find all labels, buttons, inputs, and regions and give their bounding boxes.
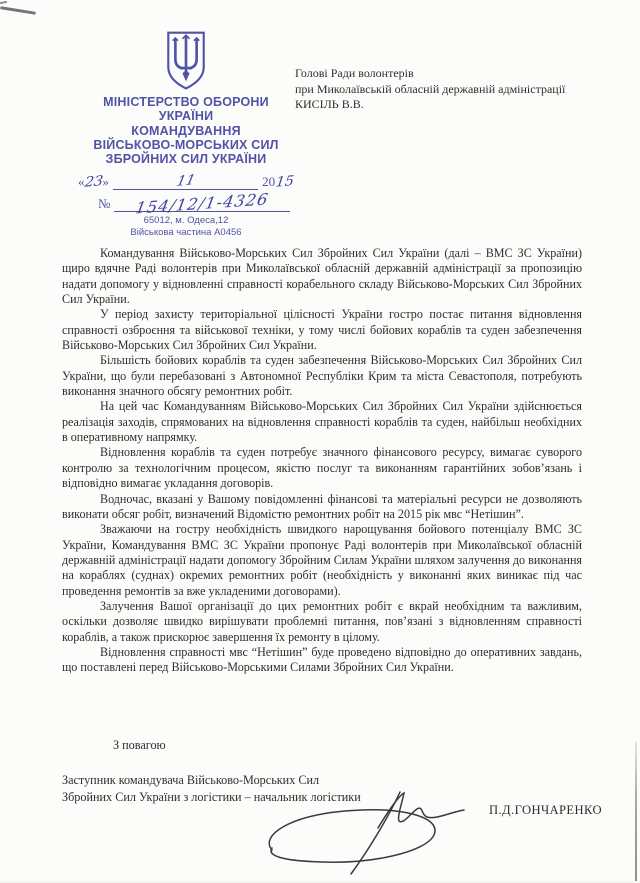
org-line: ВІЙСЬКОВО-МОРСЬКИХ СИЛ [93, 137, 279, 152]
ukraine-trident-icon [159, 30, 213, 92]
scan-edge-shadow [635, 742, 637, 881]
org-line: УКРАЇНИ [158, 109, 214, 124]
number-line [114, 189, 290, 219]
org-line: ЗБРОЙНИХ СИЛ УКРАЇНИ [105, 152, 267, 167]
handwritten-day: 23 [83, 173, 104, 192]
date-close-quote: » [102, 174, 109, 190]
recipient-line: при Миколаївській обласній державній адміністрації [295, 81, 566, 96]
body-paragraph: У період захисту територіальної цілісності України гостро постає питання відновлення справності озброєння та військової техніки, у тому числі бойових кораблів та суден забезпечення Військово-Морських Сил Збройних Сил України. [62, 307, 582, 353]
stamp-number-row [76, 189, 296, 219]
org-line: КОМАНДУВАННЯ [131, 123, 241, 138]
handwritten-month: 11 [174, 172, 197, 191]
number-label: № [98, 196, 111, 212]
military-unit-address [76, 215, 296, 238]
date-open-quote: « [78, 174, 85, 190]
signer-name: П.Д.ГОНЧАРЕНКО [489, 803, 602, 817]
letter-body [62, 246, 582, 676]
signer-position [62, 772, 482, 806]
letterhead-stamp [76, 30, 296, 238]
handwritten-year: 15 [275, 173, 296, 192]
body-paragraph: Водночас, вказані у Вашому повідомленні фінансові та матеріальні ресурси не дозволяють виконати обсяг робіт, визначений Відомістю ремонтних робіт на 2015 рік мвс “Нетішин”. [62, 491, 582, 521]
stamp-date-row [76, 173, 296, 190]
handwritten-number: 154/12/1-4326 [133, 189, 271, 219]
scan-artifact-mark [0, 6, 36, 14]
ministry-org-lines [76, 95, 296, 166]
body-paragraph: Більшість бойових кораблів та суден забезпечення Військово-Морських Сил Збройних Сил України, що були перебазовані з Автономної Республіки Крим та міста Севастополя, потребують виконання значного обсягу ремонтних робіт. [62, 353, 582, 399]
recipient-line: Голові Ради волонтерів [295, 66, 414, 80]
date-century: 20 [262, 174, 276, 190]
position-line: Заступник командувача Військово-Морських Сил [62, 773, 320, 787]
org-line: МІНІСТЕРСТВО ОБОРОНИ [103, 95, 269, 109]
body-paragraph: Відновлення кораблів та суден потребує значного фінансового ресурсу, вимагає суворого контролю за технологічним процесом, якістю послуг та виконанням гарантійних зобов’язань і відповідно вимагає укладання договорів. [62, 445, 582, 491]
address-line: 65012, м. Одеса,12 [143, 215, 229, 227]
body-paragraph: Залучення Вашої організації до цих ремонтних робіт є вкрай необхідним та важливим, оскільки дозволяє швидко вирішувати проблемні питання, пов’язані з відновленням справності кораблів, а також прискорює завершення їх ремонту в цілому. [62, 598, 582, 644]
body-paragraph: Командування Військово-Морських Сил Збройних Сил України (далі – ВМС ЗС України) щиро вдячне Раді волонтерів при Миколаївської обласній державній адміністрації за пропозицію надати допомогу у відновленні справності корабельного складу Військово-Морських Сил Збройних Сил України. [62, 246, 582, 307]
salutation: З повагою [113, 738, 166, 752]
body-paragraph: Відновлення справності мвс “Нетішин” буде проведено відповідно до оперативних завдань, що поставлені перед Військово-Морськими Силами Збройних Сил України. [62, 644, 582, 675]
recipient-line: КИСІЛЬ В.В. [295, 97, 364, 112]
body-paragraph: Зважаючи на гостру необхідність швидкого нарощування бойового потенціалу ВМС ЗС України, Командування ВМС ЗС України пропонує Раді волонтерів при Миколаївської обласній державній адміністрації надати допомогу Збройним Силам України шляхом залучення до виконання на кораблях (суднах) окремих ремонтних робіт (необхідність у виконанні яких виникає під час проведення ремонтів за вже укладеними договорами). [62, 522, 582, 598]
recipient-block [295, 66, 630, 113]
body-paragraph: На цей час Командуванням Військово-Морських Сил Збройних Сил України здійснюється реалізація заходів, спрямованих на відновлення справності кораблів та суден, найбільш необхідних в оперативному напрямку. [62, 399, 582, 445]
position-line: Збройних Сил України з логістики – начальник логістики [62, 790, 361, 804]
date-month-line [113, 173, 258, 190]
address-line: Військова частина А0456 [130, 226, 242, 238]
